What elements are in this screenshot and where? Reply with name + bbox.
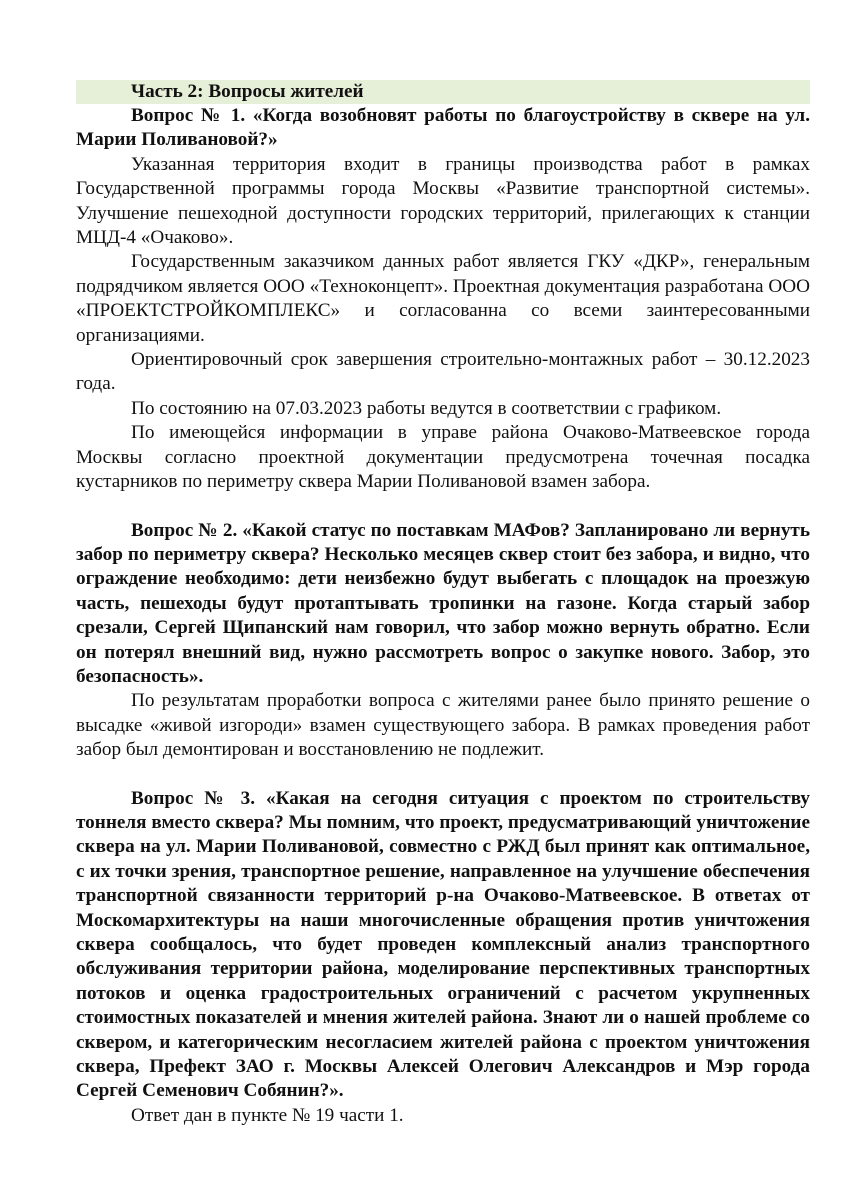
answer-3-paragraph-1: Ответ дан в пункте № 19 части 1. [131, 1104, 404, 1126]
question-2: Вопрос № 2. «Какой статус по поставкам МАФов? Запланировано ли вернуть забор по периметру сквера? Несколько месяцев сквер стоит без забора, и видно, что ограждение необходимо: дети неизбежно будут выбегать с площадок на проезжую часть, пешеходы будут протаптывать тропинки на газоне. Когда старый забор срезали, Сергей Щипанский нам говорил, что забор можно вернуть обратно. Если он потерял внешний вид, нужно рассмотреть вопрос о закупке нового. Забор, это безопасность». [76, 519, 810, 687]
document-body [76, 80, 810, 1128]
section-gap [76, 763, 810, 787]
answer-1-paragraph-2: Государственным заказчиком данных работ является ГКУ «ДКР», генеральным подрядчиком является ООО «Техноконцепт». Проектная документация разработана ООО «ПРОЕКТСТРОЙКОМПЛЕКС» и согласованна со всеми заинтересованными организациями. [76, 251, 810, 346]
question-3: Вопрос № 3. «Какая на сегодня ситуация с проектом по строительству тоннеля вместо сквера? Мы помним, что проект, предусматривающий уничтожение сквера на ул. Марии Поливановой, совместно с РЖД был принят как оптимальное, с их точки зрения, транспортное решение, направленное на улучшение обеспечения транспортной связанности территорий р-на Очаково-Матвеевское. В ответах от Москомархитектуры на наши многочисленные обращения против уничтожения сквера сообщалось, что будет проведен комплексный анализ транспортного обслуживания территории района, моделирование перспективных транспортных потоков и оценка градостроительных ограничений с расчетом укрупненных стоимостных показателей и мнения жителей района. Знают ли о нашей проблеме со сквером, и категорическим несогласием жителей района с проектом уничтожения сквера, Префект ЗАО г. Москвы Алексей Олегович Александров и Мэр города Сергей Семенович Собянин?». [76, 787, 810, 1102]
answer-1-paragraph-4: По состоянию на 07.03.2023 работы ведутся в соответствии с графиком. [131, 397, 722, 419]
answer-1-paragraph-5: По имеющейся информации в управе района Очаково-Матвеевское города Москвы согласно проектной документации предусмотрена точечная посадка кустарников по периметру сквера Марии Поливановой взамен забора. [76, 422, 810, 493]
answer-2-paragraph-1: По результатам проработки вопроса с жителями ранее было принято решение о высадке «живой изгороди» взамен существующего забора. В рамках проведения работ забор был демонтирован и восстановлению не подлежит. [76, 690, 810, 761]
part-2-header: Часть 2: Вопросы жителей [76, 80, 810, 104]
section-gap [76, 495, 810, 519]
answer-1-paragraph-3: Ориентировочный срок завершения строительно-монтажных работ – 30.12.2023 года. [76, 349, 810, 395]
answer-1-paragraph-1: Указанная территория входит в границы производства работ в рамках Государственной программы города Москвы «Развитие транспортной системы». Улучшение пешеходной доступности городских территорий, прилегающих к станции МЦД-4 «Очаково». [76, 153, 810, 249]
question-1: Вопрос № 1. «Когда возобновят работы по благоустройству в сквере на ул. Марии Поливановой?» [76, 105, 810, 151]
